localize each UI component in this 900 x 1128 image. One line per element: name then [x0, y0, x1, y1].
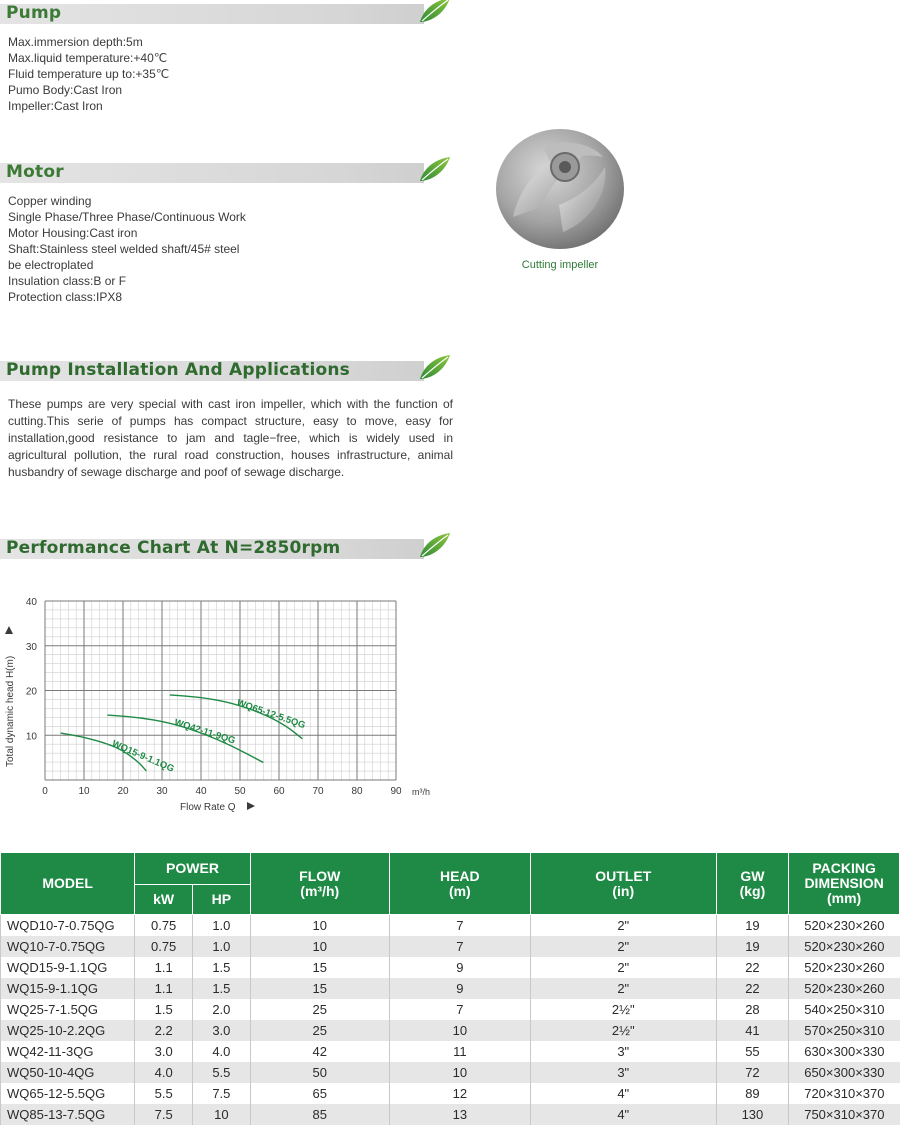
cell-model: WQ85-13-7.5QG: [1, 1104, 135, 1125]
header-model: MODEL: [1, 853, 135, 915]
cell-flow: 15: [250, 978, 389, 999]
cell-packing: 520×230×260: [789, 915, 900, 937]
header-power: POWER: [135, 853, 250, 885]
cell-gw: 41: [716, 1020, 789, 1041]
cell-gw: 19: [716, 915, 789, 937]
spec-line: Pumo Body:Cast Iron: [8, 83, 123, 97]
cell-gw: 19: [716, 936, 789, 957]
cell-outlet: 2": [530, 957, 716, 978]
leaf-icon: [418, 353, 452, 381]
header-kw: kW: [135, 885, 193, 915]
spec-line: Copper winding: [8, 194, 92, 208]
curve-label: WQ65-12-5.5QG: [235, 697, 307, 732]
cell-head: 7: [389, 999, 530, 1020]
cell-kw: 2.2: [135, 1020, 193, 1041]
cell-head: 7: [389, 936, 530, 957]
performance-chart: [0, 585, 460, 825]
spec-line: be electroplated: [8, 258, 94, 272]
spec-line: Impeller:Cast Iron: [8, 99, 103, 113]
table-row: [1, 957, 900, 978]
cell-packing: 540×250×310: [789, 999, 900, 1020]
x-tick-label: 30: [156, 786, 168, 797]
cell-flow: 25: [250, 999, 389, 1020]
cell-hp: 1.0: [193, 936, 251, 957]
cell-outlet: 2": [530, 936, 716, 957]
y-tick-labels: [26, 597, 38, 742]
y-axis-label: Total dynamic head H(m): [5, 655, 16, 767]
header-gw-unit: (kg): [739, 882, 766, 899]
header-outlet-label: OUTLET: [595, 867, 652, 884]
cell-head: 11: [389, 1041, 530, 1062]
cell-head: 10: [389, 1020, 530, 1041]
x-tick-label: 40: [195, 786, 207, 797]
curve-label: WQ15-9-1.1QG: [110, 738, 176, 775]
x-axis-arrow-icon: [247, 802, 255, 810]
table-row: [1, 1020, 900, 1041]
cell-kw: 4.0: [135, 1062, 193, 1083]
spec-table-body: [1, 915, 900, 1126]
cell-kw: 3.0: [135, 1041, 193, 1062]
y-tick-label: 30: [25, 641, 37, 653]
section-title: Motor: [6, 162, 64, 182]
cell-outlet: 3": [530, 1062, 716, 1083]
cutting-impeller-image: [493, 127, 627, 251]
section-title: Pump Installation And Applications: [6, 360, 350, 380]
cell-model: WQ25-10-2.2QG: [1, 1020, 135, 1041]
cell-packing: 630×300×330: [789, 1041, 900, 1062]
header-head-label: HEAD: [439, 867, 480, 884]
leaf-icon: [418, 155, 452, 183]
cell-head: 12: [389, 1083, 530, 1104]
spec-line: Shaft:Stainless steel welded shaft/45# steel: [8, 242, 240, 256]
cell-gw: 72: [716, 1062, 789, 1083]
cell-kw: 5.5: [135, 1083, 193, 1104]
leaf-icon: [418, 0, 452, 24]
cell-hp: 5.5: [193, 1062, 251, 1083]
x-tick-label: 20: [117, 786, 129, 797]
x-tick-label: 90: [390, 786, 402, 797]
table-row: [1, 1104, 900, 1125]
spec-line: Motor Housing:Cast iron: [8, 226, 138, 240]
header-packing-unit: (mm): [826, 890, 862, 906]
cell-model: WQ25-7-1.5QG: [1, 999, 135, 1020]
cell-flow: 10: [250, 936, 389, 957]
x-tick-label: 50: [234, 786, 246, 797]
cell-flow: 15: [250, 957, 389, 978]
header-gw: [716, 853, 789, 915]
header-head-unit: (m): [448, 882, 471, 899]
cell-model: WQ50-10-4QG: [1, 1062, 135, 1083]
cell-model: WQD10-7-0.75QG: [1, 915, 135, 937]
spec-table: [0, 852, 900, 1125]
header-packing-label2: DIMENSION: [804, 875, 884, 891]
header-flow-label: FLOW: [299, 867, 341, 884]
cell-model: WQ15-9-1.1QG: [1, 978, 135, 999]
section-title: Performance Chart At N=2850rpm: [6, 538, 341, 558]
cell-hp: 10: [193, 1104, 251, 1125]
cell-hp: 1.0: [193, 915, 251, 937]
cell-hp: 7.5: [193, 1083, 251, 1104]
cell-head: 13: [389, 1104, 530, 1125]
cell-flow: 25: [250, 1020, 389, 1041]
cell-kw: 1.1: [135, 978, 193, 999]
chart-section-header: [0, 537, 452, 559]
cell-outlet: 2½": [530, 1020, 716, 1041]
cell-model: WQ42-11-3QG: [1, 1041, 135, 1062]
y-tick-label: 40: [25, 597, 37, 608]
header-packing: [789, 853, 900, 915]
table-row: [1, 915, 900, 937]
spec-line: Max.immersion depth:5m: [8, 35, 143, 49]
cell-gw: 22: [716, 957, 789, 978]
cell-head: 10: [389, 1062, 530, 1083]
x-tick-label: 70: [312, 786, 324, 797]
cell-head: 7: [389, 915, 530, 937]
cell-outlet: 4": [530, 1083, 716, 1104]
cell-gw: 28: [716, 999, 789, 1020]
x-tick-label: 0: [42, 786, 48, 797]
cell-outlet: 4": [530, 1104, 716, 1125]
header-flow: [250, 853, 389, 915]
cell-flow: 65: [250, 1083, 389, 1104]
spec-line: Protection class:IPX8: [8, 290, 123, 304]
cell-kw: 1.5: [135, 999, 193, 1020]
cell-packing: 750×310×370: [789, 1104, 900, 1125]
cell-flow: 10: [250, 915, 389, 937]
motor-spec-list: [8, 193, 246, 305]
cell-model: WQD15-9-1.1QG: [1, 957, 135, 978]
cell-packing: 650×300×330: [789, 1062, 900, 1083]
cell-gw: 55: [716, 1041, 789, 1062]
cell-packing: 520×230×260: [789, 957, 900, 978]
header-packing-label: PACKING: [812, 860, 876, 876]
header-hp: HP: [193, 885, 251, 915]
cell-gw: 89: [716, 1083, 789, 1104]
y-tick-label: 20: [25, 686, 37, 698]
cell-outlet: 3": [530, 1041, 716, 1062]
x-axis-unit: m³/h: [412, 787, 430, 797]
cell-kw: 0.75: [135, 936, 193, 957]
table-row: [1, 1062, 900, 1083]
cell-model: WQ65-12-5.5QG: [1, 1083, 135, 1104]
cell-flow: 42: [250, 1041, 389, 1062]
cell-hp: 2.0: [193, 999, 251, 1020]
cell-hp: 1.5: [193, 957, 251, 978]
cell-outlet: 2": [530, 978, 716, 999]
table-row: [1, 1083, 900, 1104]
motor-section-header: [0, 161, 452, 183]
pump-section-header: [0, 2, 452, 24]
cell-kw: 0.75: [135, 915, 193, 937]
installation-paragraph: These pumps are very special with cast iron impeller, which with the function of cutting.This serie of pumps has compact structure, easy to move, easy for installation,good resistance to jam and tagle−free, which is widely used in agricultural pollution, the rural road construction, houses infrastructure, animal husbandry of sewage discharge and poof of sewage discharge.: [8, 397, 453, 479]
cell-outlet: 2": [530, 915, 716, 937]
spec-line: Fluid temperature up to:+35℃: [8, 67, 170, 81]
spec-line: Insulation class:B or F: [8, 274, 127, 288]
x-tick-label: 10: [78, 786, 90, 797]
x-tick-label: 60: [273, 786, 285, 797]
table-row: [1, 999, 900, 1020]
table-row: [1, 978, 900, 999]
cell-flow: 85: [250, 1104, 389, 1125]
cell-packing: 720×310×370: [789, 1083, 900, 1104]
cell-gw: 22: [716, 978, 789, 999]
spec-line: Max.liquid temperature:+40℃: [8, 51, 168, 65]
header-head: [389, 853, 530, 915]
cell-packing: 570×250×310: [789, 1020, 900, 1041]
x-tick-labels: [42, 786, 402, 797]
header-outlet: [530, 853, 716, 915]
y-axis-arrow-icon: [5, 626, 13, 634]
cell-kw: 7.5: [135, 1104, 193, 1125]
cell-hp: 4.0: [193, 1041, 251, 1062]
table-row: [1, 1041, 900, 1062]
cell-head: 9: [389, 978, 530, 999]
leaf-icon: [418, 531, 452, 559]
installation-section-header: [0, 359, 452, 381]
pump-spec-list: [8, 34, 169, 114]
cell-model: WQ10-7-0.75QG: [1, 936, 135, 957]
cell-hp: 3.0: [193, 1020, 251, 1041]
header-bar: [0, 4, 424, 24]
x-tick-label: 80: [351, 786, 363, 797]
cell-outlet: 2½": [530, 999, 716, 1020]
cell-packing: 520×230×260: [789, 978, 900, 999]
x-axis-label: Flow Rate Q: [180, 802, 236, 813]
header-gw-label: GW: [740, 867, 765, 884]
curve-label: WQ42-11-9QG: [172, 717, 237, 747]
cell-flow: 50: [250, 1062, 389, 1083]
cell-head: 9: [389, 957, 530, 978]
cell-gw: 130: [716, 1104, 789, 1125]
cell-hp: 1.5: [193, 978, 251, 999]
cell-packing: 520×230×260: [789, 936, 900, 957]
header-outlet-unit: (in): [612, 882, 635, 899]
spec-line: Single Phase/Three Phase/Continuous Work: [8, 210, 246, 224]
cell-kw: 1.1: [135, 957, 193, 978]
header-flow-unit: (m³/h): [300, 882, 340, 899]
section-title: Pump: [6, 3, 62, 23]
impeller-caption: Cutting impeller: [521, 259, 599, 271]
table-row: [1, 936, 900, 957]
y-tick-label: 10: [25, 731, 37, 743]
